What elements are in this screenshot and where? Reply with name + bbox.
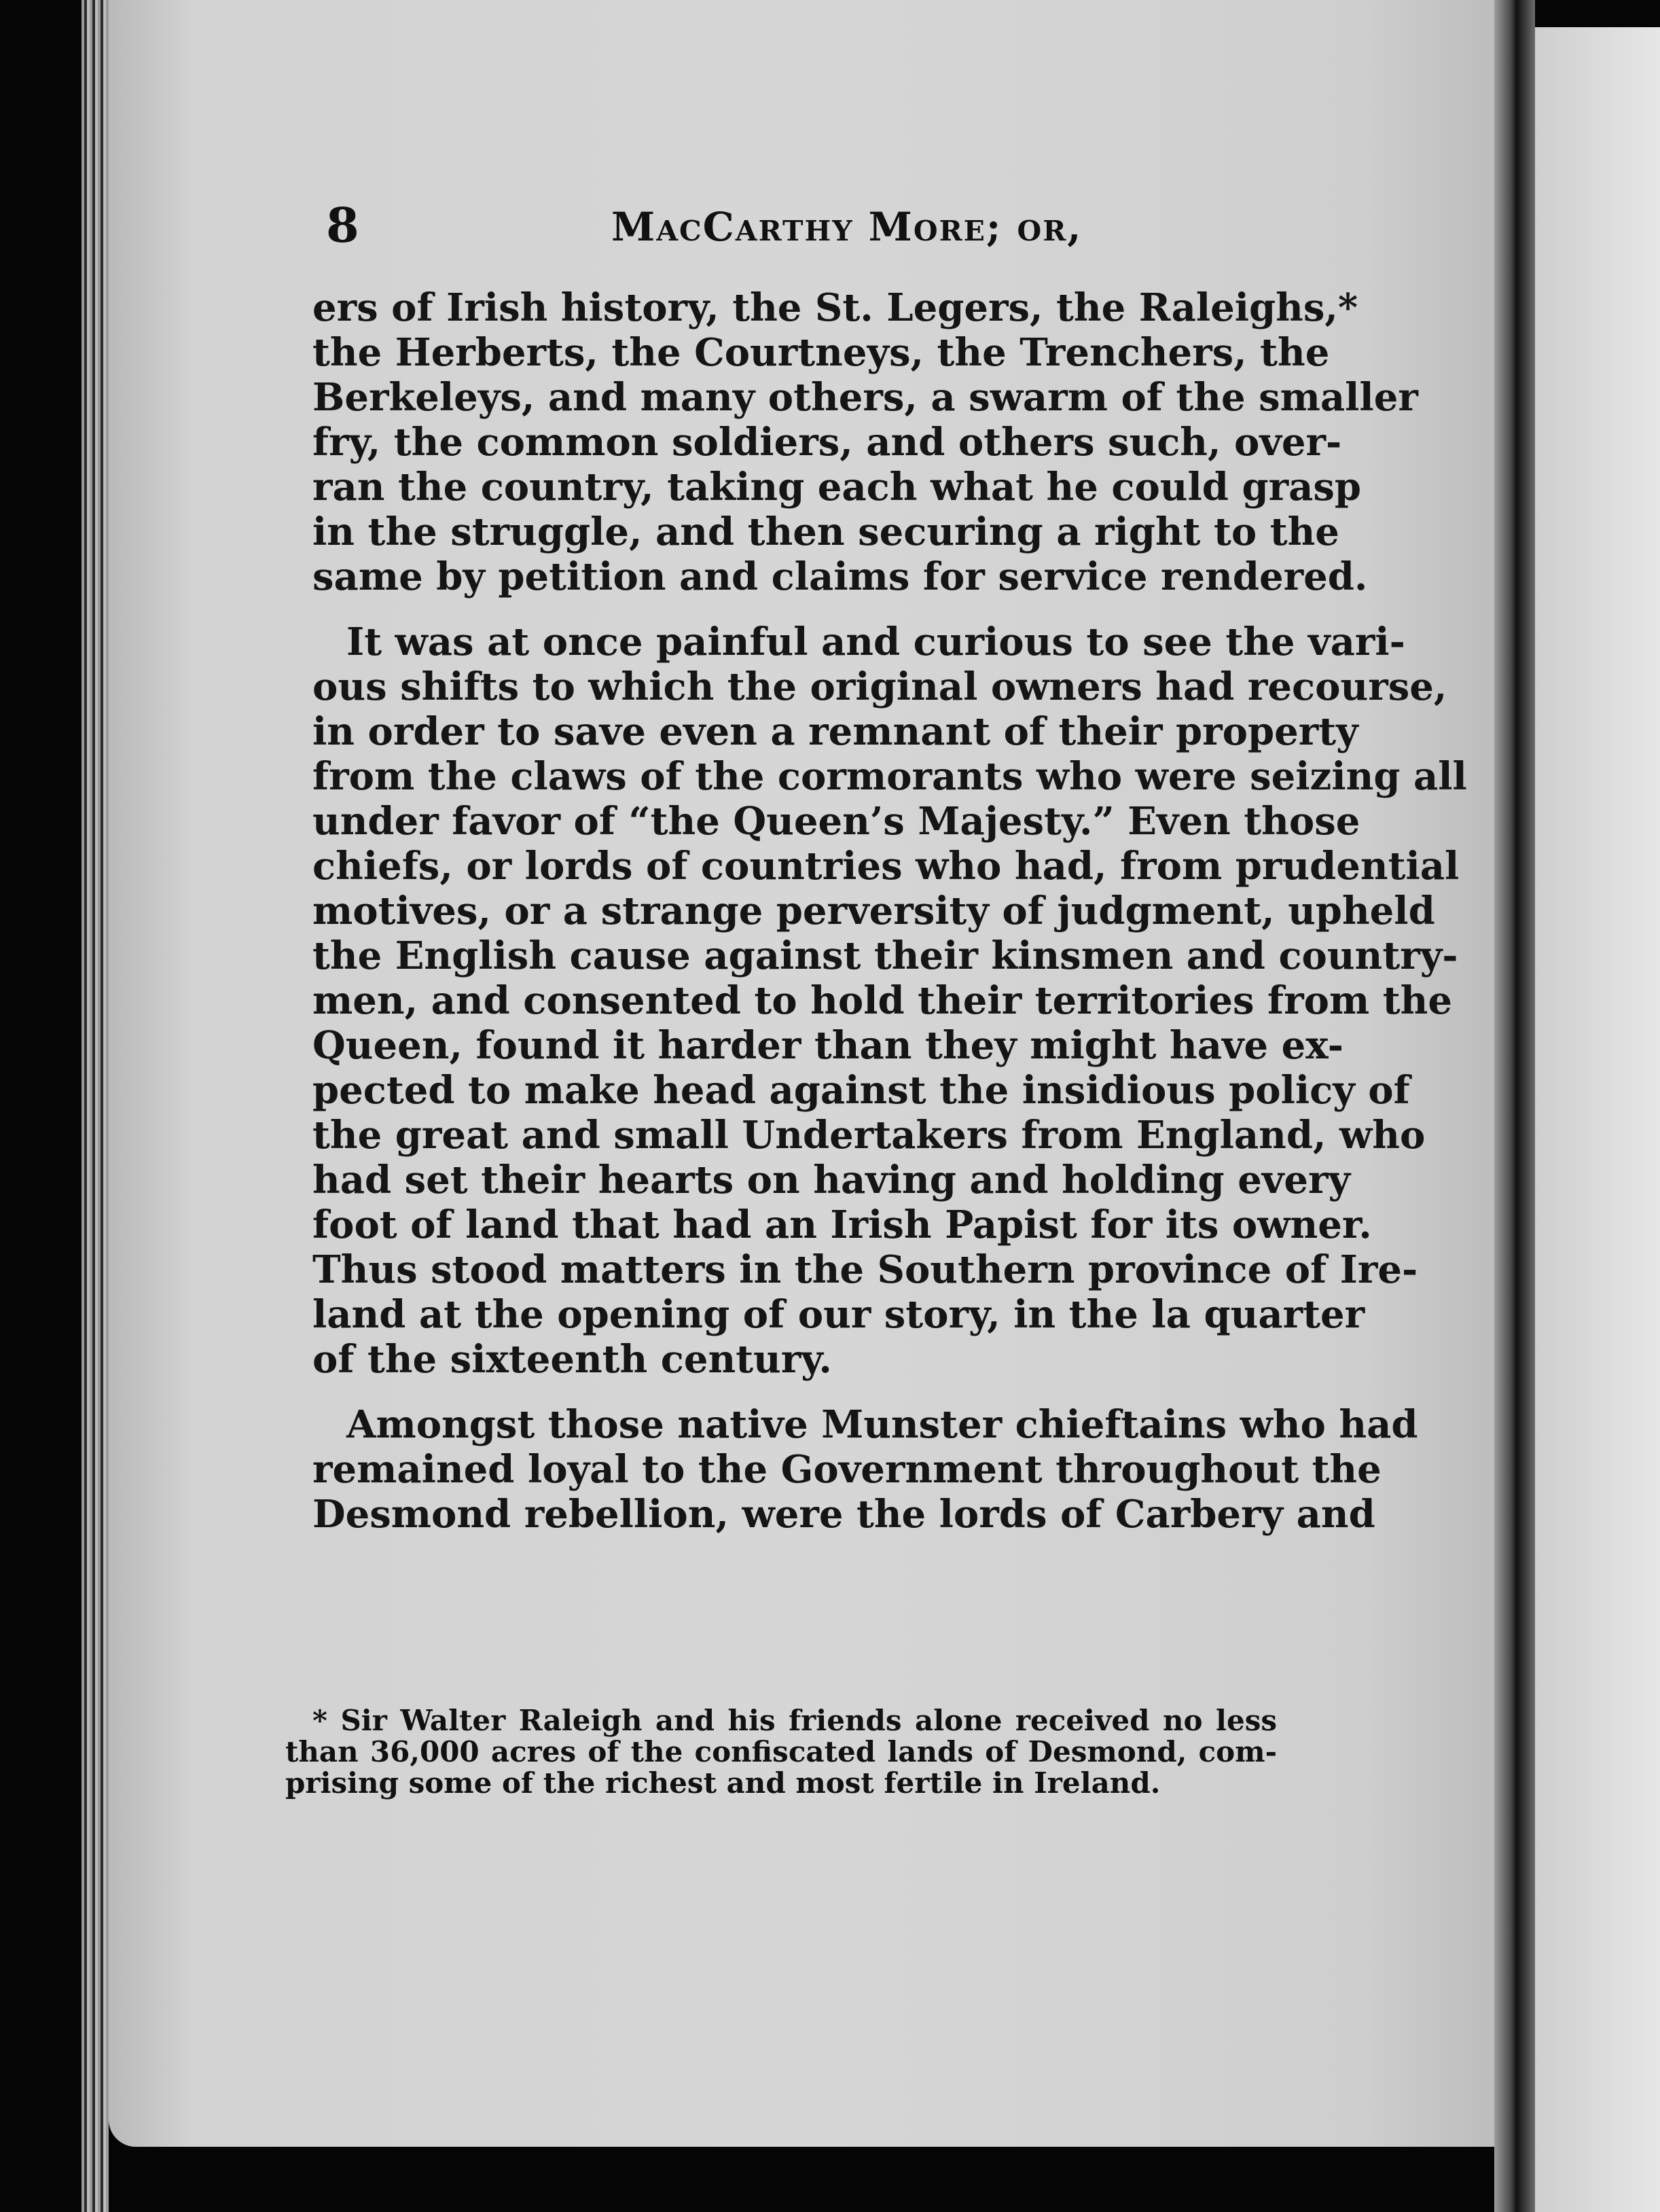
text-line: the English cause against their kinsmen and country-	[312, 933, 1458, 978]
text-line: the Herberts, the Courtneys, the Trenchers, the	[312, 330, 1330, 375]
text-line: fry, the common soldiers, and others such, over-	[312, 420, 1342, 465]
footnote-line: than 36,000 acres of the confiscated lands of Desmond, com-	[285, 1735, 1277, 1768]
text-line: ous shifts to which the original owners had recourse,	[312, 664, 1447, 709]
adjacent-page	[1535, 27, 1660, 2212]
text-line: pected to make head against the insidious policy of	[312, 1068, 1410, 1113]
text-line: ran the country, taking each what he could grasp	[312, 465, 1362, 510]
text-line: same by petition and claims for service rendered.	[312, 554, 1368, 599]
text-line: Amongst those native Munster chieftains who had	[346, 1402, 1418, 1447]
paragraph-2	[312, 620, 1467, 1382]
text-line: had set their hearts on having and holding every	[312, 1158, 1351, 1202]
text-line: motives, or a strange perversity of judgment, upheld	[312, 889, 1435, 933]
text-line: from the claws of the cormorants who were seizing all	[312, 754, 1467, 799]
text-line: remained loyal to the Government throughout the	[312, 1447, 1382, 1492]
page-number: 8	[326, 197, 359, 253]
text-line: land at the opening of our story, in the la quarter	[312, 1292, 1365, 1337]
text-line: under favor of “the Queen’s Majesty.” Even those	[312, 799, 1360, 844]
text-line: Queen, found it harder than they might have ex-	[312, 1023, 1343, 1068]
page-header	[326, 197, 1277, 265]
text-line: Thus stood matters in the Southern province of Ire-	[312, 1247, 1418, 1292]
paragraph-1	[312, 285, 1418, 599]
text-line: It was at once painful and curious to see the vari-	[346, 620, 1405, 664]
body-text	[312, 285, 1467, 1537]
text-line: of the sixteenth century.	[312, 1337, 832, 1382]
text-line: the great and small Undertakers from England, who	[312, 1113, 1426, 1158]
text-line: men, and consented to hold their territories from the	[312, 978, 1452, 1023]
footnote-line: * Sir Walter Raleigh and his friends alone received no less	[312, 1704, 1277, 1737]
page-edge-stack	[82, 0, 109, 2212]
paragraph-3	[312, 1402, 1418, 1537]
text-line: in order to save even a remnant of their property	[312, 709, 1358, 754]
text-line: chiefs, or lords of countries who had, from prudential	[312, 844, 1460, 889]
text-line: Desmond rebellion, were the lords of Carbery and	[312, 1492, 1375, 1537]
text-line: in the struggle, and then securing a right to the	[312, 510, 1339, 554]
text-line: foot of land that had an Irish Papist for its owner.	[312, 1202, 1372, 1247]
footnote	[285, 1705, 1277, 1799]
running-head: MacCarthy More; or,	[611, 204, 1083, 250]
text-line: ers of Irish history, the St. Legers, the Raleighs,*	[312, 285, 1358, 330]
book-gutter	[1494, 0, 1535, 2212]
text-line: Berkeleys, and many others, a swarm of the smaller	[312, 375, 1418, 420]
footnote-line: prising some of the richest and most fertile in Ireland.	[285, 1766, 1161, 1800]
